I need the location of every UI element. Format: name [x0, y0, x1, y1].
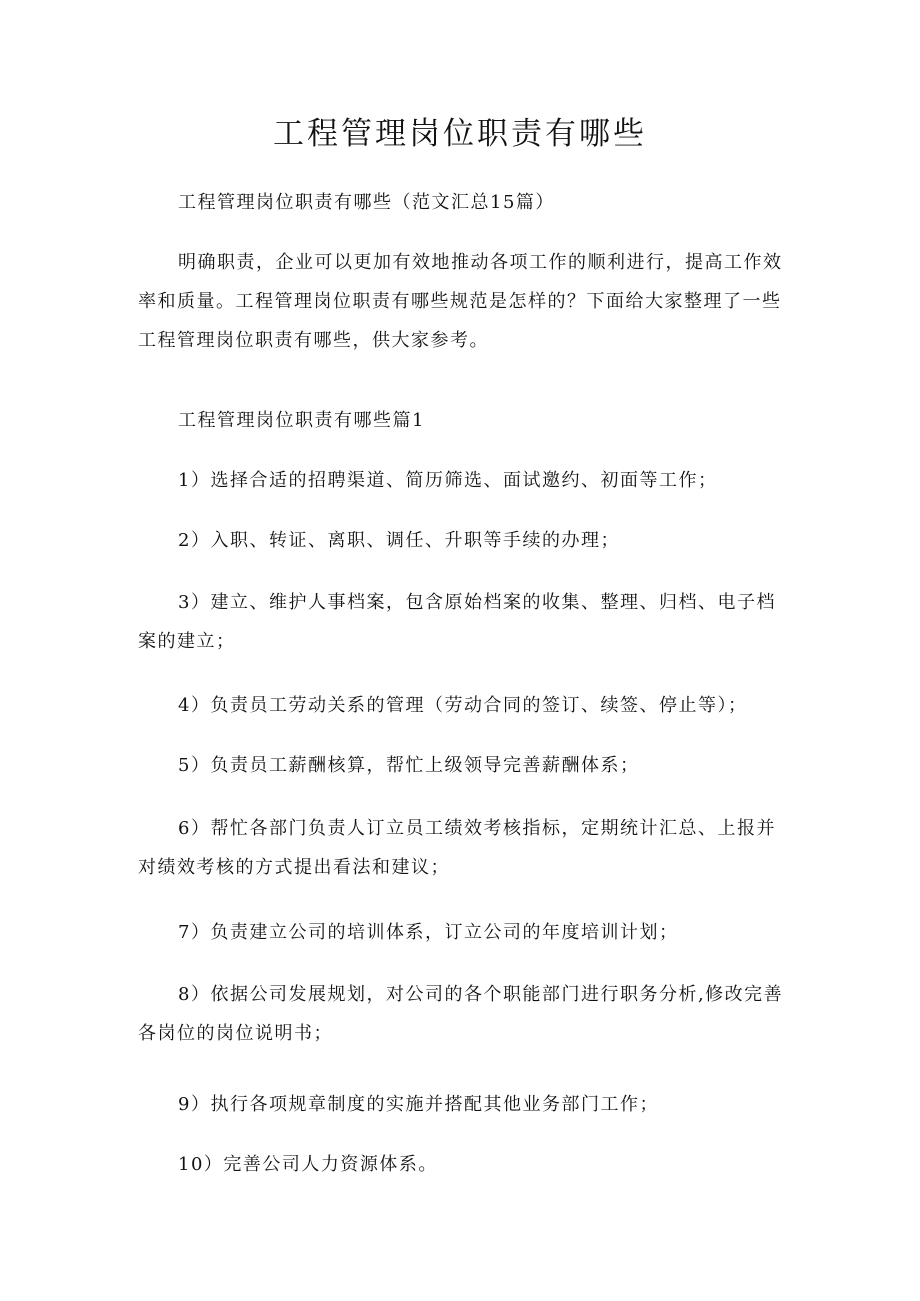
document-subtitle: 工程管理岗位职责有哪些（范文汇总15篇） — [178, 192, 555, 213]
list-item: 4）负责员工劳动关系的管理（劳动合同的签订、续签、停止等）； — [178, 695, 748, 716]
section-heading: 工程管理岗位职责有哪些篇1 — [178, 410, 425, 431]
document-title: 工程管理岗位职责有哪些 — [273, 116, 647, 152]
list-item: 9）执行各项规章制度的实施并搭配其他业务部门工作； — [178, 1094, 659, 1115]
list-item: 7）负责建立公司的培训体系，订立公司的年度培训计划； — [178, 922, 679, 943]
intro-paragraph: 明确职责，企业可以更加有效地推动各项工作的顺利进行，提高工作效率和质量。工程管理岗位职责有哪些规范是怎样的？下面给大家整理了一些工程管理岗位职责有哪些，供大家参考。 — [138, 252, 783, 351]
list-item: 6）帮忙各部门负责人订立员工绩效考核指标，定期统计汇总、上报并对绩效考核的方式提出看法和建议； — [138, 818, 776, 878]
list-item: 1）选择合适的招聘渠道、简历筛选、面试邀约、初面等工作； — [178, 470, 718, 491]
list-item: 10）完善公司人力资源体系。 — [178, 1154, 438, 1175]
list-item: 5）负责员工薪酬核算，帮忙上级领导完善薪酬体系； — [178, 755, 640, 776]
list-item: 8）依据公司发展规划，对公司的各个职能部门进行职务分析,修改完善各岗位的岗位说明书； — [138, 984, 784, 1044]
list-item: 2）入职、转证、离职、调任、升职等手续的办理； — [178, 530, 620, 551]
list-item: 3）建立、维护人事档案，包含原始档案的收集、整理、归档、电子档案的建立； — [138, 592, 776, 652]
